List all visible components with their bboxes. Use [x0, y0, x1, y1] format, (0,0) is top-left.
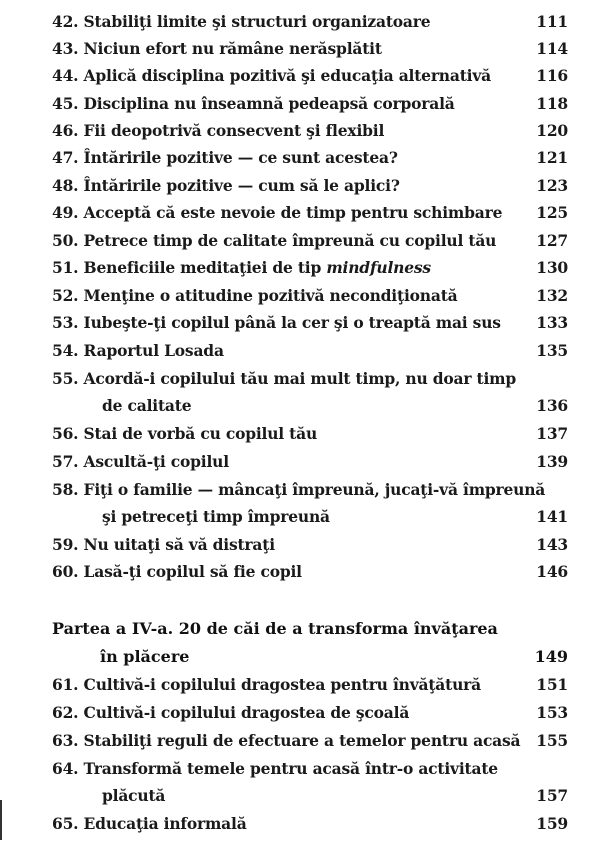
toc-entry-page: 151: [536, 675, 568, 694]
toc-entry-title: 57. Ascultă-ţi copilul: [52, 452, 229, 471]
toc-entry-title: 50. Petrece timp de calitate împreună cu copilul tău: [52, 231, 497, 250]
toc-entry-page: 133: [536, 313, 568, 332]
part-heading-page: 149: [534, 647, 568, 666]
toc-entry-title: 63. Stabiliţi reguli de efectuare a temelor pentru acasă: [52, 731, 521, 750]
toc-entry-page: 136: [536, 396, 568, 415]
toc-entry-title: 56. Stai de vorbă cu copilul tău: [52, 424, 318, 443]
toc-entry-title: 60. Lasă-ţi copilul să fie copil: [52, 562, 302, 581]
toc-entry-title: 53. Iubeşte-ţi copilul până la cer şi o treaptă mai sus: [52, 313, 501, 332]
toc-entry-page: 143: [536, 535, 568, 554]
toc-entry-title: 59. Nu uitaţi să vă distraţi: [52, 535, 275, 554]
part-heading-title-continued: în plăcere: [100, 647, 190, 666]
toc-entry-page: 123: [536, 176, 568, 195]
toc-entry-page: 155: [536, 731, 568, 750]
toc-entry-page: 114: [536, 39, 568, 58]
toc-entry-title: 58. Fiţi o familie — mâncaţi împreună, jucaţi-vă împreună: [52, 480, 546, 499]
toc-entry-title: 47. Întăririle pozitive — ce sunt acestea?: [52, 148, 398, 167]
toc-entry-page: 141: [536, 507, 568, 526]
toc-entry-title: 49. Acceptă că este nevoie de timp pentru schimbare: [52, 203, 503, 222]
toc-entry-page: 120: [536, 121, 568, 140]
part-heading-title: Partea a IV-a. 20 de căi de a transforma învăţarea: [52, 619, 498, 638]
toc-entry-page: 111: [536, 12, 568, 31]
toc-entry-page: 153: [536, 703, 568, 722]
toc-entry-page: 146: [536, 562, 568, 581]
toc-entry-title: 54. Raportul Losada: [52, 341, 224, 360]
toc-entry-title: 46. Fii deopotrivă consecvent şi flexibil: [52, 121, 385, 140]
toc-entry-title: 61. Cultivă-i copilului dragostea pentru învăţătură: [52, 675, 481, 694]
toc-entry-title-continued: şi petreceţi timp împreună: [102, 507, 330, 526]
toc-entry-title: 62. Cultivă-i copilului dragostea de şcoală: [52, 703, 410, 722]
toc-entry-title-italic: mindfulness: [326, 258, 431, 277]
toc-entry-page: 116: [536, 66, 568, 85]
toc-entry-page: 121: [536, 148, 568, 167]
toc-entry-page: 135: [536, 341, 568, 360]
toc-entry-page: 132: [536, 286, 568, 305]
toc-entry-page: 127: [536, 231, 568, 250]
toc-entry-title: 55. Acordă-i copilului tău mai mult timp, nu doar timp: [52, 369, 517, 388]
toc-entry-page: 139: [536, 452, 568, 471]
scan-edge-mark: [0, 800, 2, 840]
toc-entry-page: 118: [536, 94, 568, 113]
toc-entry-page: 137: [536, 424, 568, 443]
toc-entry-page: 125: [536, 203, 568, 222]
toc-entry-title: 48. Întăririle pozitive — cum să le aplici?: [52, 176, 400, 195]
toc-entry-title-text: 51. Beneficiile meditaţiei de tip: [52, 258, 327, 277]
toc-entry-title: 52. Menţine o atitudine pozitivă necondiţionată: [52, 286, 458, 305]
toc-entry-title: 44. Aplică disciplina pozitivă şi educaţia alternativă: [52, 66, 492, 85]
toc-entry-title-continued: de calitate: [102, 396, 192, 415]
toc-entry-title: 64. Transformă temele pentru acasă într-o activitate: [52, 759, 498, 778]
toc-entry-page: 130: [536, 258, 568, 277]
toc-entry-title: 65. Educaţia informală: [52, 814, 247, 833]
toc-entry-title: 42. Stabiliţi limite şi structuri organizatoare: [52, 12, 431, 31]
toc-entry-title: 43. Niciun efort nu rămâne nerăsplătit: [52, 39, 382, 58]
toc-entry-title: 45. Disciplina nu înseamnă pedeapsă corporală: [52, 94, 455, 113]
toc-entry-title-continued: plăcută: [102, 786, 166, 805]
toc-entry-title: [52, 258, 431, 278]
toc-entry-page: 157: [536, 786, 568, 805]
toc-entry-page: 159: [536, 814, 568, 833]
